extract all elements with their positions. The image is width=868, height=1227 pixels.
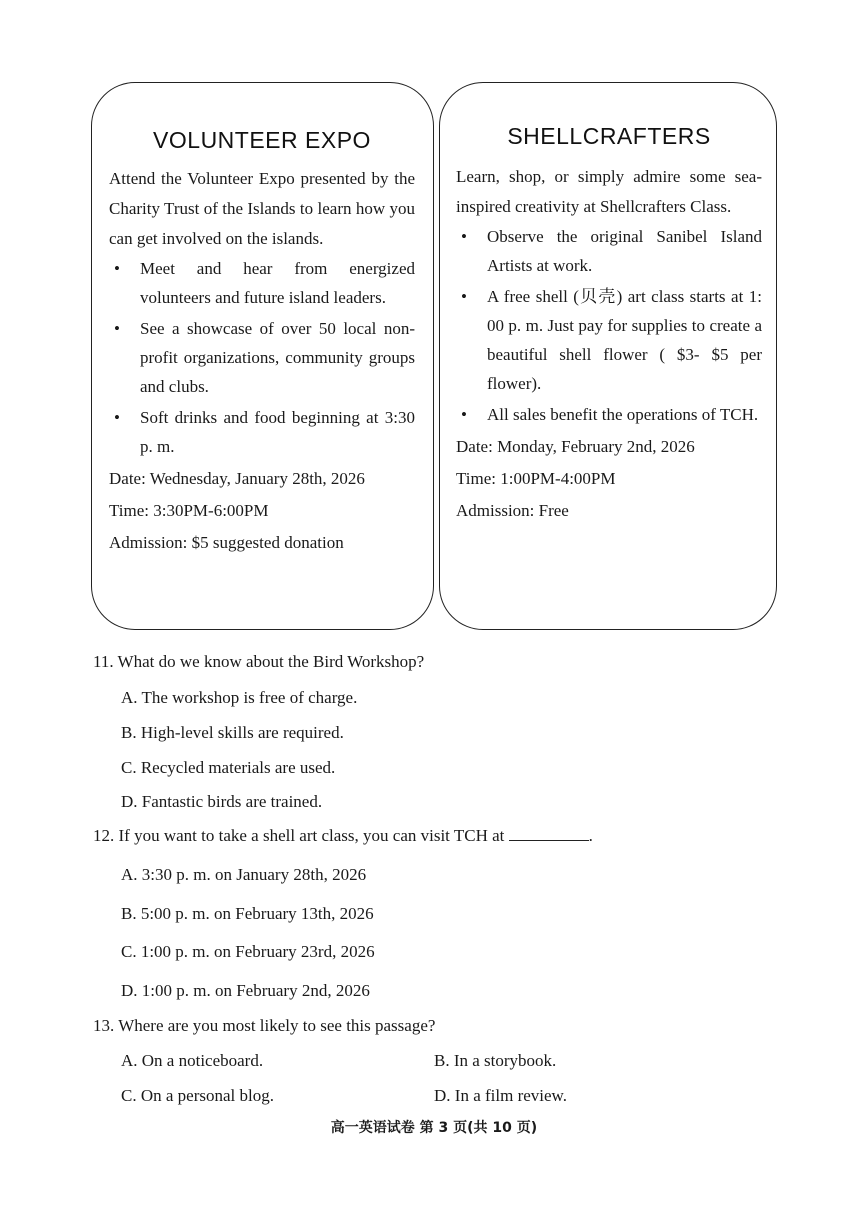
list-item: • All sales benefit the operations of TCH. xyxy=(456,400,762,429)
option-d[interactable]: D. 1:00 p. m. on February 2nd, 2026 xyxy=(121,981,370,1000)
option-c[interactable]: C. Recycled materials are used. xyxy=(121,758,336,777)
bullet-icon: • xyxy=(114,408,120,427)
shellcrafters-notice xyxy=(439,82,777,630)
option-a[interactable]: A. 3:30 p. m. on January 28th, 2026 xyxy=(121,865,367,884)
list-item: • A free shell (贝壳) art class starts at 1: 00 p. m. Just pay for supplies to create a beautiful shell flower ( $3- $5 per flower). xyxy=(456,282,762,398)
option-c[interactable]: C. 1:00 p. m. on February 23rd, 2026 xyxy=(121,942,375,961)
list-item: • Soft drinks and food beginning at 3:30 p. m. xyxy=(109,403,415,461)
option-b[interactable]: B. High-level skills are required. xyxy=(121,723,344,742)
volunteer-expo-intro: Attend the Volunteer Expo presented by the Charity Trust of the Islands to learn how you can get involved on the islands. xyxy=(109,169,415,248)
option-a[interactable]: A. The workshop is free of charge. xyxy=(121,688,358,707)
bullet-icon: • xyxy=(114,259,120,278)
shellcrafters-time: Time: 1:00PM-4:00PM xyxy=(456,469,616,488)
question-stem: 11. What do we know about the Bird Workshop? xyxy=(93,652,425,671)
option-b[interactable]: B. In a storybook. xyxy=(434,1051,557,1070)
bullet-icon: • xyxy=(461,405,467,424)
shellcrafters-bullet-list xyxy=(456,222,762,429)
list-item: • See a showcase of over 50 local non-profit organizations, community groups and clubs. xyxy=(109,314,415,401)
volunteer-expo-admission: Admission: $5 suggested donation xyxy=(109,533,344,552)
bullet-icon: • xyxy=(114,319,120,338)
answer-blank[interactable] xyxy=(509,824,589,841)
volunteer-expo-time: Time: 3:30PM-6:00PM xyxy=(109,501,269,520)
question-11 xyxy=(93,650,793,811)
bullet-icon: • xyxy=(461,227,467,246)
page-footer: 高一英语试卷 第 3 页(共 10 页) xyxy=(330,1120,538,1136)
volunteer-expo-date: Date: Wednesday, January 28th, 2026 xyxy=(109,469,365,488)
volunteer-expo-title: VOLUNTEER EXPO xyxy=(153,127,371,153)
question-stem: 12. If you want to take a shell art class, you can visit TCH at . xyxy=(93,826,593,845)
list-item: • Observe the original Sanibel Island Artists at work. xyxy=(456,222,762,280)
bullet-icon: • xyxy=(461,287,467,306)
option-a[interactable]: A. On a noticeboard. xyxy=(121,1051,264,1070)
shellcrafters-date: Date: Monday, February 2nd, 2026 xyxy=(456,437,695,456)
option-b[interactable]: B. 5:00 p. m. on February 13th, 2026 xyxy=(121,904,374,923)
volunteer-expo-notice xyxy=(91,82,434,630)
option-c[interactable]: C. On a personal blog. xyxy=(121,1086,274,1105)
question-stem: 13. Where are you most likely to see this passage? xyxy=(93,1016,436,1035)
question-12 xyxy=(93,824,793,1000)
list-item: • Meet and hear from energized volunteers and future island leaders. xyxy=(109,254,415,312)
shellcrafters-intro: Learn, shop, or simply admire some sea-inspired creativity at Shellcrafters Class. xyxy=(456,167,762,216)
option-d[interactable]: D. In a film review. xyxy=(434,1086,567,1105)
option-d[interactable]: D. Fantastic birds are trained. xyxy=(121,792,323,811)
shellcrafters-title: SHELLCRAFTERS xyxy=(507,123,711,149)
question-13 xyxy=(93,1014,793,1105)
shellcrafters-admission: Admission: Free xyxy=(456,501,569,520)
volunteer-expo-bullet-list xyxy=(109,254,415,461)
